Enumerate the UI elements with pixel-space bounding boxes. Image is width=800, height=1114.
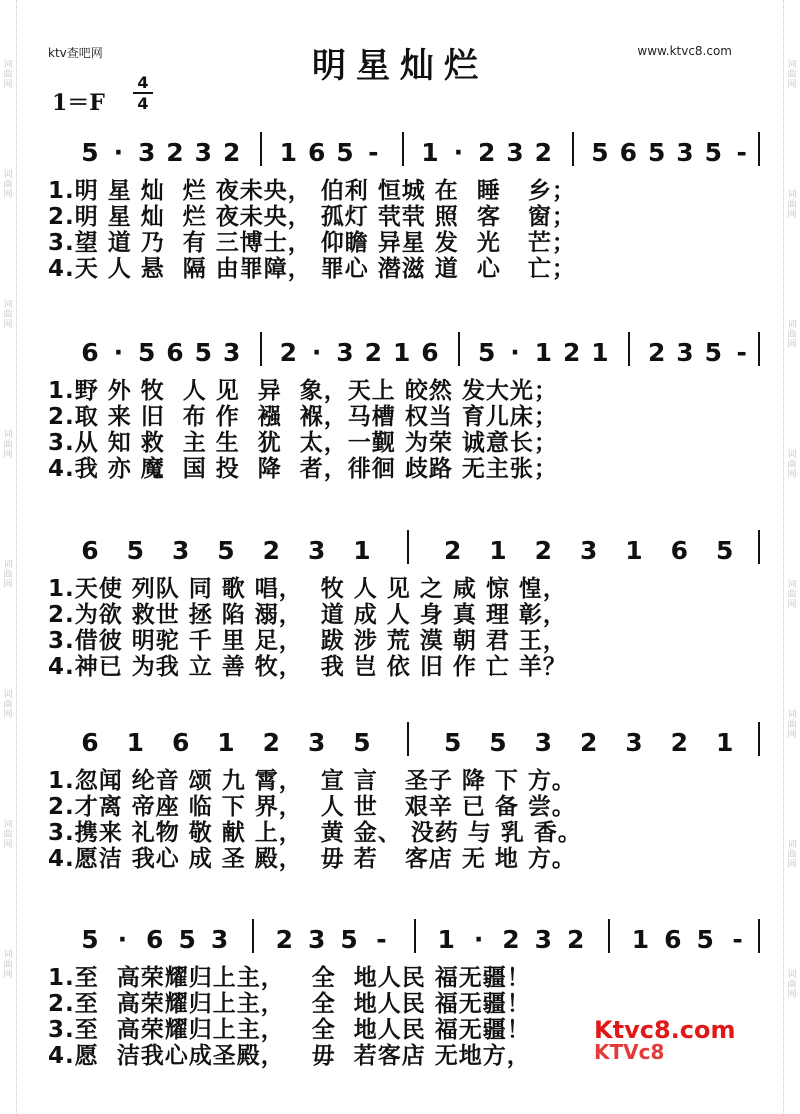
note-numeral: 1 bbox=[392, 338, 411, 367]
note-numeral: 3 bbox=[676, 138, 694, 167]
watermark-line1: Ktvc8.com bbox=[594, 1016, 736, 1044]
note-numeral: 3 bbox=[534, 925, 553, 954]
note-numeral: 5 bbox=[336, 138, 354, 167]
note-numeral: 2 bbox=[262, 728, 281, 757]
note-numeral: 1 bbox=[534, 338, 553, 367]
note-numeral: 1 bbox=[126, 728, 145, 757]
note-numeral: 2 bbox=[534, 536, 553, 565]
lyric-verse-line: 1.天使 列队 同 歌 唱， 牧 人 见 之 咸 惊 惶， bbox=[48, 576, 567, 602]
edge-mark: 词曲网 bbox=[3, 560, 13, 590]
lyric-verse-line: 4.愿洁 我心 成 圣 殿， 毋 若 客店 无 地 方。 bbox=[48, 846, 576, 872]
lyric-verse-line: 4.愿 洁我心成圣殿， 毋 若客店 无地方， bbox=[48, 1043, 531, 1069]
edge-mark: 词曲网 bbox=[787, 970, 797, 1000]
note-numeral: 3 bbox=[307, 925, 326, 954]
note-numeral: 5 bbox=[137, 338, 156, 367]
note-numeral: 2 bbox=[647, 338, 666, 367]
dotted-rhythm: · bbox=[311, 338, 322, 367]
note-numeral: 2 bbox=[670, 728, 689, 757]
bar-line bbox=[407, 530, 409, 564]
edge-mark: 词曲网 bbox=[3, 60, 13, 90]
lyrics-block bbox=[48, 576, 768, 680]
note-numeral: 1 bbox=[421, 138, 439, 167]
note-numeral: 5 bbox=[178, 925, 196, 954]
note-numeral: 5 bbox=[353, 728, 371, 757]
note-numeral: 5 bbox=[126, 536, 145, 565]
note-numeral: 3 bbox=[506, 138, 524, 167]
edge-mark: 词曲网 bbox=[3, 820, 13, 850]
note-numeral: 6 bbox=[146, 925, 164, 954]
bar-line bbox=[252, 919, 254, 953]
key-signature: 1＝F bbox=[52, 90, 105, 116]
note-numeral: 2 bbox=[502, 925, 520, 954]
note-extension: - bbox=[736, 138, 747, 167]
note-numeral: 3 bbox=[137, 138, 156, 167]
dotted-rhythm: · bbox=[117, 925, 128, 954]
bar-line bbox=[758, 530, 760, 564]
edge-mark: 词曲网 bbox=[787, 190, 797, 220]
dotted-rhythm: · bbox=[113, 138, 124, 167]
note-extension: - bbox=[732, 925, 743, 954]
lyric-verse-line: 3.望 道 乃 有 三博士， 仰瞻 异星 发 光 芒； bbox=[48, 230, 576, 256]
dotted-rhythm: · bbox=[473, 925, 484, 954]
bar-line bbox=[407, 722, 409, 756]
note-numeral: 3 bbox=[307, 536, 326, 565]
lyric-verse-line: 1.野 外 牧 人 见 异 象，天上 皎然 发大光； bbox=[48, 378, 558, 404]
lyrics-block bbox=[48, 178, 768, 282]
note-numeral: 5 bbox=[715, 536, 734, 565]
lyric-verse-line: 3.至 高荣耀归上主， 全 地人民 福无疆！ bbox=[48, 1017, 531, 1043]
note-numeral: 6 bbox=[670, 536, 689, 565]
lyric-verse-line: 4.天 人 悬 隔 由罪障， 罪心 潜滋 道 心 亡； bbox=[48, 256, 576, 282]
lyrics-block bbox=[48, 378, 768, 482]
meter-top: 4 bbox=[137, 73, 149, 92]
edge-mark: 词曲网 bbox=[3, 950, 13, 980]
lyrics-block bbox=[48, 768, 768, 872]
watermark-line2: KTVc8 bbox=[594, 1040, 665, 1064]
dotted-rhythm: · bbox=[453, 138, 464, 167]
note-numeral: 6 bbox=[171, 728, 190, 757]
bar-line bbox=[572, 132, 574, 166]
lyric-verse-line: 2.明 星 灿 烂 夜未央， 孤灯 茕茕 照 客 窗； bbox=[48, 204, 576, 230]
site-url-right: www.ktvc8.com bbox=[637, 44, 732, 58]
note-numeral: 3 bbox=[676, 338, 694, 367]
note-numeral: 6 bbox=[421, 338, 439, 367]
lyric-verse-line: 1.明 星 灿 烂 夜未央， 伯利 恒城 在 睡 乡； bbox=[48, 178, 576, 204]
bar-line bbox=[260, 132, 262, 166]
notation-row bbox=[70, 718, 760, 768]
note-numeral: 5 bbox=[477, 338, 496, 367]
note-numeral: 3 bbox=[579, 536, 598, 565]
note-numeral: 1 bbox=[591, 338, 609, 367]
lyric-verse-line: 1.忽闻 纶音 颂 九 霄， 宣 言 圣子 降 下 方。 bbox=[48, 768, 576, 794]
note-numeral: 2 bbox=[279, 338, 298, 367]
bar-line bbox=[402, 132, 404, 166]
notation-row bbox=[70, 128, 760, 178]
note-numeral: 2 bbox=[364, 338, 383, 367]
note-numeral: 1 bbox=[437, 925, 455, 954]
edge-mark: 词曲网 bbox=[3, 170, 13, 200]
note-extension: - bbox=[368, 138, 379, 167]
notation-row bbox=[70, 915, 760, 965]
edge-mark: 词曲网 bbox=[787, 450, 797, 480]
note-numeral: 3 bbox=[210, 925, 229, 954]
site-name-left: ktv查吧网 bbox=[48, 46, 103, 60]
note-numeral: 6 bbox=[81, 728, 99, 757]
note-numeral: 6 bbox=[664, 925, 682, 954]
note-numeral: 1 bbox=[489, 536, 507, 565]
bar-line bbox=[260, 332, 262, 366]
edge-mark: 词曲网 bbox=[787, 840, 797, 870]
bar-line bbox=[608, 919, 610, 953]
lyric-verse-line: 4.我 亦 魔 国 投 降 者，徘徊 歧路 无主张； bbox=[48, 456, 558, 482]
note-numeral: 5 bbox=[340, 925, 358, 954]
note-numeral: 5 bbox=[704, 338, 723, 367]
note-numeral: 5 bbox=[443, 728, 462, 757]
bar-line bbox=[758, 919, 760, 953]
bar-line bbox=[458, 332, 460, 366]
note-numeral: 3 bbox=[222, 338, 241, 367]
right-edge-strip bbox=[783, 0, 800, 1114]
lyric-verse-line: 3.携来 礼物 敬 献 上， 黄 金、 没药 与 乳 香。 bbox=[48, 820, 582, 846]
lyric-verse-line: 3.从 知 救 主 生 犹 太，一觐 为荣 诚意长； bbox=[48, 430, 558, 456]
note-numeral: 2 bbox=[166, 138, 184, 167]
lyric-verse-line: 2.为欲 救世 拯 陷 溺， 道 成 人 身 真 理 彰， bbox=[48, 602, 567, 628]
note-numeral: 1 bbox=[217, 728, 235, 757]
note-numeral: 2 bbox=[534, 138, 553, 167]
note-numeral: 2 bbox=[443, 536, 462, 565]
note-numeral: 5 bbox=[696, 925, 714, 954]
note-numeral: 2 bbox=[262, 536, 281, 565]
watermark-logo bbox=[594, 1016, 735, 1064]
note-numeral: 5 bbox=[81, 925, 99, 954]
note-numeral: 5 bbox=[194, 338, 213, 367]
note-numeral: 6 bbox=[166, 338, 184, 367]
note-numeral: 3 bbox=[307, 728, 326, 757]
dotted-rhythm: · bbox=[510, 338, 520, 367]
note-numeral: 5 bbox=[81, 138, 99, 167]
time-signature bbox=[133, 74, 153, 112]
notation-row bbox=[70, 328, 760, 378]
lyric-verse-line: 2.至 高荣耀归上主， 全 地人民 福无疆！ bbox=[48, 991, 531, 1017]
note-numeral: 2 bbox=[477, 138, 496, 167]
lyric-verse-line: 3.借彼 明驼 千 里 足， 跋 涉 荒 漠 朝 君 王， bbox=[48, 628, 567, 654]
lyric-verse-line: 4.神已 为我 立 善 牧， 我 岂 依 旧 作 亡 羊？ bbox=[48, 654, 567, 680]
note-numeral: 1 bbox=[353, 536, 371, 565]
bar-line bbox=[758, 132, 760, 166]
note-numeral: 1 bbox=[625, 536, 643, 565]
edge-mark: 词曲网 bbox=[787, 710, 797, 740]
edge-mark: 词曲网 bbox=[3, 430, 13, 460]
edge-mark: 词曲网 bbox=[3, 690, 13, 720]
note-numeral: 5 bbox=[704, 138, 723, 167]
note-numeral: 2 bbox=[579, 728, 598, 757]
note-numeral: 3 bbox=[194, 138, 213, 167]
lyric-verse-line: 2.才离 帝座 临 下 界， 人 世 艰辛 已 备 尝。 bbox=[48, 794, 576, 820]
note-numeral: 2 bbox=[275, 925, 293, 954]
left-edge-strip bbox=[0, 0, 17, 1114]
bar-line bbox=[414, 919, 416, 953]
note-numeral: 5 bbox=[217, 536, 235, 565]
edge-mark: 词曲网 bbox=[787, 60, 797, 90]
note-extension: - bbox=[376, 925, 387, 954]
lyric-verse-line: 1.至 高荣耀归上主， 全 地人民 福无疆！ bbox=[48, 965, 531, 991]
note-numeral: 5 bbox=[647, 138, 666, 167]
bar-line bbox=[758, 332, 760, 366]
edge-mark: 词曲网 bbox=[787, 320, 797, 350]
notation-row bbox=[70, 526, 760, 576]
note-numeral: 1 bbox=[279, 138, 298, 167]
note-numeral: 6 bbox=[81, 536, 99, 565]
note-numeral: 6 bbox=[619, 138, 638, 167]
note-numeral: 2 bbox=[562, 338, 581, 367]
dotted-rhythm: · bbox=[113, 338, 124, 367]
note-numeral: 2 bbox=[567, 925, 585, 954]
note-numeral: 5 bbox=[489, 728, 507, 757]
note-numeral: 3 bbox=[336, 338, 354, 367]
note-numeral: 1 bbox=[715, 728, 734, 757]
note-extension: - bbox=[736, 338, 747, 367]
note-numeral: 3 bbox=[625, 728, 643, 757]
edge-mark: 词曲网 bbox=[787, 580, 797, 610]
song-title: 明星灿烂 bbox=[312, 46, 488, 86]
note-numeral: 1 bbox=[631, 925, 650, 954]
lyric-verse-line: 2.取 来 旧 布 作 襁 褓，马槽 权当 育儿床； bbox=[48, 404, 558, 430]
edge-mark: 词曲网 bbox=[3, 300, 13, 330]
note-numeral: 3 bbox=[534, 728, 553, 757]
note-numeral: 5 bbox=[591, 138, 609, 167]
note-numeral: 6 bbox=[81, 338, 99, 367]
note-numeral: 3 bbox=[171, 536, 190, 565]
meter-bottom: 4 bbox=[137, 94, 149, 113]
note-numeral: 6 bbox=[307, 138, 326, 167]
bar-line bbox=[758, 722, 760, 756]
bar-line bbox=[628, 332, 630, 366]
note-numeral: 2 bbox=[222, 138, 241, 167]
